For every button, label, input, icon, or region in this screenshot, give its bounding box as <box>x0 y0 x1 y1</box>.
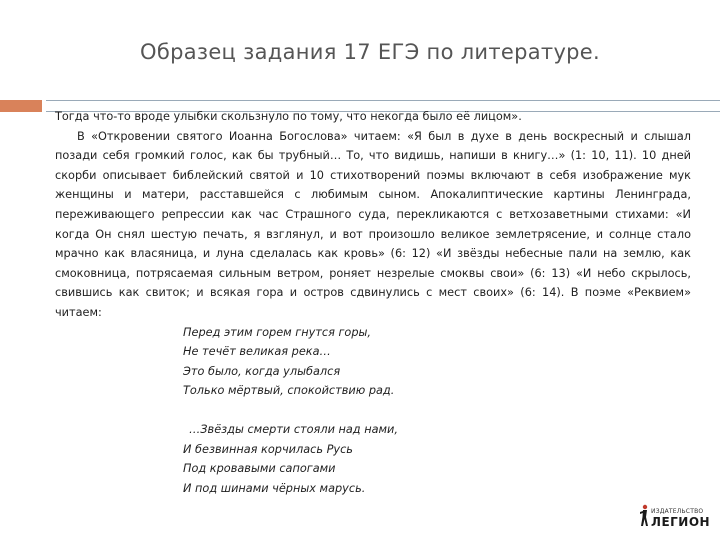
poem-line: И безвинная корчилась Русь <box>183 442 353 456</box>
paragraph-1: Тогда что-то вроде улыбки скользнуло по тому, что некогда было её лицом». <box>55 110 522 123</box>
slide-title: Образец задания 17 ЕГЭ по литературе. <box>139 40 600 64</box>
poem-line: …Звёзды смерти стояли над нами, <box>189 422 398 436</box>
slide-body <box>55 107 691 498</box>
logo-publisher-label: ИЗДАТЕЛЬСТВО <box>651 508 704 515</box>
poem-line: Это было, когда улыбался <box>183 364 341 378</box>
accent-bar <box>0 100 42 112</box>
poem-quote <box>183 323 691 499</box>
poem-line: Не течёт великая река… <box>183 345 331 359</box>
poem-line: Перед этим горем гнутся горы, <box>183 325 371 339</box>
publisher-logo <box>638 504 710 530</box>
poem-line: Только мёртвый, спокойствию рад. <box>183 384 395 398</box>
legion-figure-icon <box>638 504 650 530</box>
logo-brand-name: ЛЕГИОН <box>651 515 711 529</box>
poem-line: Под кровавыми сапогами <box>183 462 336 476</box>
stanza-gap <box>183 401 691 420</box>
paragraph-2: В «Откровении святого Иоанна Богослова» читаем: «Я был в духе в день воскресный и слышал позади себя громкий голос, как бы трубный… То, что видишь, напиши в книгу…» (1: 10, 11). 10 дней скорби описывает библейский святой и 10 стихотворений поэмы включают в себя изображение мук женщины и матери, расставшейся с любимым сыном. Апокалиптические картины Ленинграда, переживающего репрессии как час Страшного суда, перекликаются с ветхозаветными стихами: «И когда Он снял шестую печать, я взглянул, и вот произошло великое землетрясение, и солнце стало мрачно как власяница, и луна сделалась как кровь» (6: 12) «И звёзды небесные пали на землю, как смоковница, потрясаемая сильным ветром, роняет незрелые смоквы свои» (6: 13) «И небо скрылось, свившись как свиток; и всякая гора и остров сдвинулись с мест своих» (6: 14). В поэме «Реквием» читаем: <box>55 129 691 319</box>
poem-line: И под шинами чёрных марусь. <box>183 481 366 495</box>
